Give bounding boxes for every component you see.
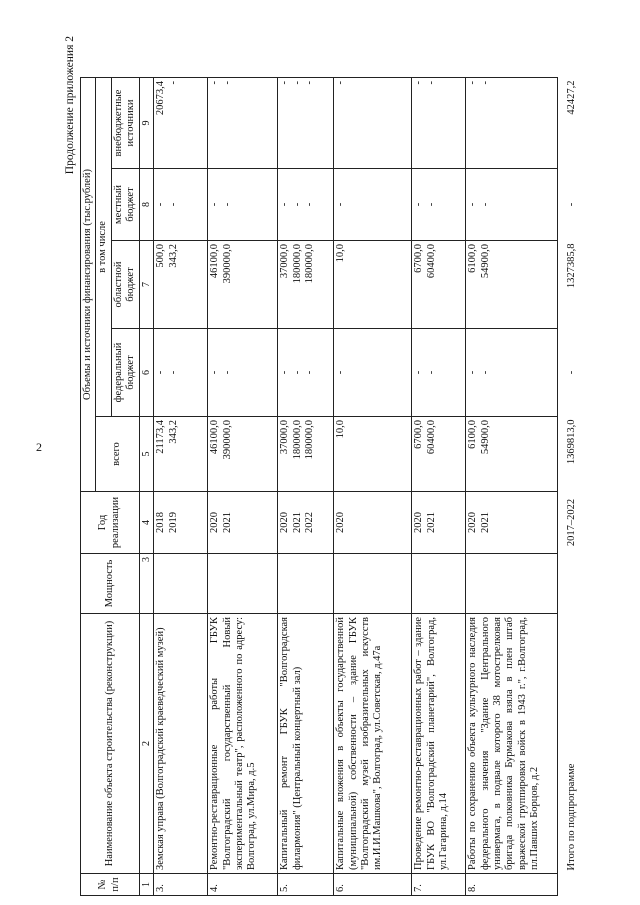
- col-index: 9: [139, 78, 154, 169]
- year-value: 2021: [221, 512, 233, 533]
- federal-value: -: [155, 370, 167, 375]
- col-index: 1: [139, 874, 154, 896]
- capacity-cell: [208, 554, 278, 614]
- total: [334, 417, 412, 492]
- offbudget: [208, 78, 278, 169]
- offbudget-value: -: [279, 81, 291, 85]
- offbudget-value: -: [167, 81, 179, 85]
- header-local: местный бюджет: [111, 169, 139, 241]
- year-value: 2020: [413, 512, 425, 533]
- header-incl: в том числе: [96, 78, 111, 417]
- offbudget-value: -: [413, 81, 425, 85]
- capacity-cell: [278, 554, 334, 614]
- regional-value: 6700,0: [413, 244, 425, 273]
- year: [466, 492, 558, 554]
- federal-value: -: [413, 370, 425, 375]
- regional: [278, 241, 334, 329]
- regional-value: 60400,0: [425, 244, 437, 279]
- total-value: 54900,0: [479, 420, 491, 455]
- capacity-cell: [466, 554, 558, 614]
- summary-federal: -: [566, 370, 578, 375]
- regional-value: 37000,0: [279, 244, 291, 279]
- header-regional: областной бюджет: [111, 241, 139, 329]
- total-value: 180000,0: [291, 420, 303, 460]
- local-value: -: [279, 202, 291, 207]
- header-no: № п/п: [81, 874, 140, 896]
- row-number: 6.: [334, 874, 412, 896]
- summary-offbudget: 42427,2: [566, 80, 578, 115]
- federal: [466, 329, 558, 417]
- federal: [154, 329, 208, 417]
- summary-years: 2017–2022: [566, 498, 578, 547]
- local: [208, 169, 278, 241]
- col-index: 6: [139, 329, 154, 417]
- year-value: 2021: [291, 512, 303, 533]
- header-offbudget: внебюджетные источники: [111, 78, 139, 169]
- col-index: 8: [139, 169, 154, 241]
- federal-value: -: [479, 370, 491, 375]
- local: [334, 169, 412, 241]
- federal-value: -: [279, 370, 291, 375]
- funding-table: [80, 77, 580, 896]
- local-value: -: [413, 202, 425, 207]
- object-name: Капитальный ремонт ГБУК "Волгоградская филармония" (Центральный концертный зал): [278, 614, 334, 874]
- capacity-cell: [412, 554, 466, 614]
- regional: [334, 241, 412, 329]
- year-value: 2022: [304, 512, 316, 533]
- summary-label: Итого по подпрограмме: [566, 763, 578, 871]
- regional: [412, 241, 466, 329]
- federal: [278, 329, 334, 417]
- column-index-row: [139, 78, 154, 896]
- header-funding: Объемы и источники финансирования (тыс.рублей): [81, 78, 96, 492]
- header-capacity: Мощность: [81, 554, 140, 614]
- offbudget-value: 20673,4: [155, 81, 167, 116]
- offbudget-value: -: [467, 81, 479, 85]
- capacity-cell: [334, 554, 412, 614]
- year-value: 2021: [479, 512, 491, 533]
- regional-value: 500,0: [155, 244, 167, 268]
- federal-value: -: [335, 370, 347, 375]
- table-row: [208, 78, 278, 896]
- local-value: -: [291, 202, 303, 207]
- offbudget: [466, 78, 558, 169]
- year: [334, 492, 412, 554]
- row-number: 5.: [278, 874, 334, 896]
- offbudget: [334, 78, 412, 169]
- col-index: 3: [139, 554, 154, 614]
- offbudget: [412, 78, 466, 169]
- table-body: [154, 78, 580, 896]
- summary-local: -: [566, 202, 578, 207]
- year: [154, 492, 208, 554]
- regional-value: 6100,0: [467, 244, 479, 273]
- table-row: [466, 78, 558, 896]
- col-index: 2: [139, 614, 154, 874]
- summary-capacity: [558, 554, 580, 614]
- total-value: 180000,0: [304, 420, 316, 460]
- capacity-cell: [154, 554, 208, 614]
- local-value: -: [209, 202, 221, 207]
- header-total: всего: [96, 417, 139, 492]
- year-value: 2020: [467, 512, 479, 533]
- year: [412, 492, 466, 554]
- regional: [208, 241, 278, 329]
- regional: [154, 241, 208, 329]
- row-number: 8.: [466, 874, 558, 896]
- regional-value: 180000,0: [304, 244, 316, 284]
- year-value: 2021: [425, 512, 437, 533]
- total-value: 21173,4: [155, 420, 167, 454]
- table-row: [412, 78, 466, 896]
- local-value: -: [467, 202, 479, 207]
- year-value: 2020: [279, 512, 291, 533]
- local-value: -: [335, 202, 347, 207]
- local-value: -: [167, 202, 179, 207]
- regional-value: 343,2: [167, 244, 179, 268]
- federal: [334, 329, 412, 417]
- total-value: 343,2: [167, 420, 179, 444]
- federal: [208, 329, 278, 417]
- year-value: 2019: [167, 512, 179, 533]
- local-value: -: [221, 202, 233, 207]
- federal-value: -: [167, 370, 179, 375]
- local: [154, 169, 208, 241]
- offbudget-value: -: [335, 81, 347, 85]
- object-name: Проведение ремонтно-реставрационных работ – здание ГБУК ВО "Волгоградский планетарий", Волгоград, ул.Гагарина, д.14: [412, 614, 466, 874]
- regional-value: 46100,0: [209, 244, 221, 279]
- summary-row: [558, 78, 580, 896]
- year-value: 2020: [335, 512, 347, 533]
- header-name: Наименование объекта строительства (реконструкции): [81, 614, 140, 874]
- federal-value: -: [304, 370, 316, 375]
- total-value: 6700,0: [413, 420, 425, 449]
- object-name: Капитальные вложения в объекты государственной (муниципальной) собственности – здание ГБУК "Волгоградский музей изобразительных искусств им.И.И.Машкова", Волгоград, ул.Советская, д.47а: [334, 614, 412, 874]
- total-value: 60400,0: [425, 420, 437, 455]
- row-number: 7.: [412, 874, 466, 896]
- offbudget-value: -: [304, 81, 316, 85]
- object-name: Ремонтно-реставрационные работы ГБУК "Волгоградский государственный Новый экспериментальный театр", расположенного по адресу: Волгоград, ул.Мира, д.5: [208, 614, 278, 874]
- total: [278, 417, 334, 492]
- col-index: 4: [139, 492, 154, 554]
- regional-value: 390000,0: [221, 244, 233, 284]
- page-number: 2: [36, 440, 42, 454]
- regional: [466, 241, 558, 329]
- offbudget: [278, 78, 334, 169]
- summary-total: 1369813,0: [566, 419, 578, 465]
- total: [208, 417, 278, 492]
- year-value: 2020: [209, 512, 221, 533]
- offbudget-value: -: [479, 81, 491, 85]
- total: [466, 417, 558, 492]
- year: [278, 492, 334, 554]
- local-value: -: [304, 202, 316, 207]
- federal-value: -: [209, 370, 221, 375]
- local-value: -: [155, 202, 167, 207]
- local-value: -: [425, 202, 437, 207]
- table-row: [154, 78, 208, 896]
- total: [412, 417, 466, 492]
- summary-regional: 1327385,8: [566, 243, 578, 289]
- row-number: 3.: [154, 874, 208, 896]
- local: [412, 169, 466, 241]
- offbudget: [154, 78, 208, 169]
- row-number: 4.: [208, 874, 278, 896]
- total-value: 10,0: [335, 420, 347, 439]
- total-value: 37000,0: [279, 420, 291, 455]
- offbudget-value: -: [291, 81, 303, 85]
- federal-value: -: [467, 370, 479, 375]
- rotated-page: [64, 30, 624, 900]
- object-name: Работы по сохранению объекта культурного наследия федерального значения "Здание Центрального универмага, в подвале которого 38 мотострелковая бригада полковника Бурмакова взяла в плен штаб вражеской группировки войск в 1943 г.", г.Волгоград, пл.Павших Борцов, д.2: [466, 614, 558, 874]
- col-index: 7: [139, 241, 154, 329]
- regional-value: 180000,0: [291, 244, 303, 284]
- table-row: [278, 78, 334, 896]
- local-value: -: [479, 202, 491, 207]
- local: [278, 169, 334, 241]
- header-year: Год реализации: [81, 492, 140, 554]
- offbudget-value: -: [425, 81, 437, 85]
- total-value: 390000,0: [221, 420, 233, 460]
- regional-value: 10,0: [335, 244, 347, 263]
- table-row: [334, 78, 412, 896]
- federal-value: -: [221, 370, 233, 375]
- federal-value: -: [425, 370, 437, 375]
- total: [154, 417, 208, 492]
- col-index: 5: [139, 417, 154, 492]
- offbudget-value: -: [221, 81, 233, 85]
- total-value: 46100,0: [209, 420, 221, 455]
- federal: [412, 329, 466, 417]
- continuation-caption: Продолжение приложения 2: [64, 36, 76, 175]
- local: [466, 169, 558, 241]
- header-federal: федеральный бюджет: [111, 329, 139, 417]
- total-value: 6100,0: [467, 420, 479, 449]
- year-value: 2018: [155, 512, 167, 533]
- summary-spacer: [558, 874, 580, 896]
- year: [208, 492, 278, 554]
- object-name: Земская управа (Волгоградский краеведческий музей): [154, 614, 208, 874]
- regional-value: 54900,0: [479, 244, 491, 279]
- federal-value: -: [291, 370, 303, 375]
- offbudget-value: -: [209, 81, 221, 85]
